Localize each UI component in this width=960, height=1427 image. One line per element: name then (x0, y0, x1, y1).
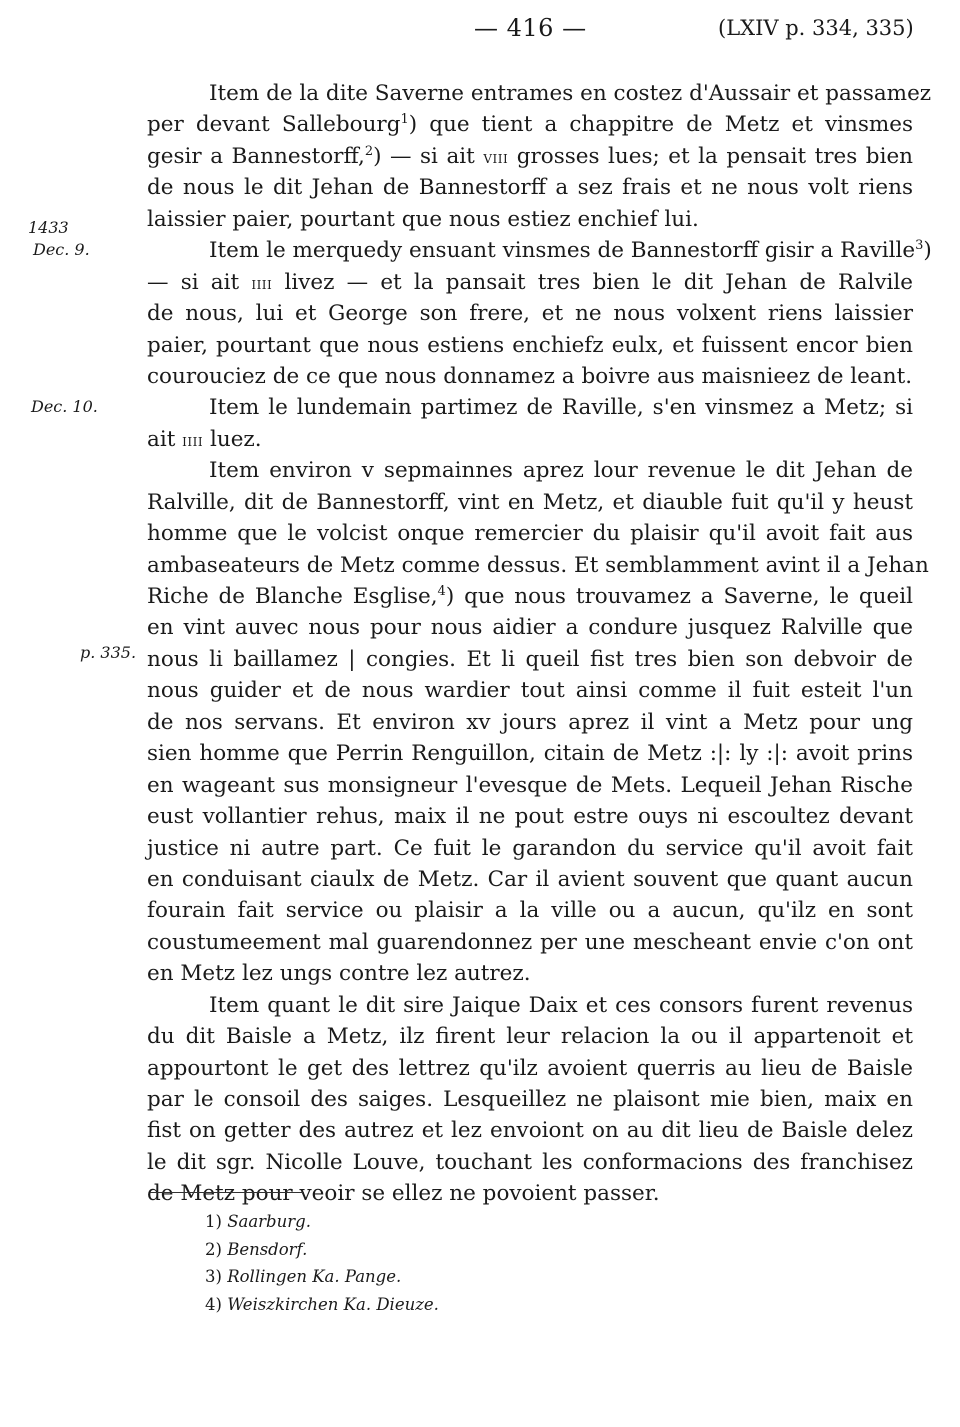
text-line: Item environ v sepmainnes aprez lour revenue le dit Jehan de (209, 458, 913, 484)
footnote: 2) Bensdorf. (205, 1239, 308, 1259)
text-line: fist on getter des autrez et lez envoiont on au dit lieu de Baisle delez (147, 1118, 913, 1144)
footnote: 3) Rollingen Ka. Pange. (205, 1267, 402, 1286)
text-line: en vint auvec nous pour nous aidier a condure jusquez Ralville que (147, 615, 913, 641)
text-line: le dit sgr. Nicolle Louve, touchant les conformacions des franchisez (147, 1149, 913, 1175)
text-line: en conduisant ciaulx de Metz. Car il avient souvent que quant aucun (147, 866, 913, 892)
text-line: homme que le volcist onque remercier du plaisir qu'il avoit fait aus (147, 521, 913, 547)
text-line: en wageant sus monsigneur l'evesque de Mets. Lequeil Jehan Rische (147, 772, 913, 798)
text-line: gesir a Bannestorff,$^2$) — si ait viii grosses lues; et la pensait tres bien (147, 143, 914, 169)
footnote: 4) Weiszkirchen Ka. Dieuze. (205, 1294, 439, 1314)
footnotes (205, 1208, 439, 1318)
footnote-ref: 1 (400, 112, 409, 128)
body-text (147, 78, 932, 1210)
text-line: Item le merquedy ensuant vinsmes de Bannestorff gisir a Raville$^3$) (209, 238, 932, 264)
text-line: de nous, lui et George son frere, et ne nous volxent riens laissier (147, 301, 913, 327)
footnote-ref: 4 (437, 584, 446, 599)
page-reference: (LXIV p. 334, 335) (718, 16, 914, 40)
text-line: de Metz pour veoir se ellez ne povoient passer. (147, 1181, 660, 1207)
running-header (0, 14, 960, 50)
text-line: per devant Sallebourg$^1$) que tient a chappitre de Metz et vinsmes (147, 112, 913, 138)
margin-date-dec-10: Dec. 10. (31, 397, 98, 416)
text-line: appourtont le get des lettrez qu'ilz avoient querris au lieu de Baisle (147, 1055, 913, 1081)
text-line: de nos servans. Et environ xv jours aprez il vint a Metz pour ung (147, 709, 913, 735)
text-line: laissier paier, pourtant que nous estiez enchief lui. (147, 206, 699, 232)
footnote-ref: 3 (915, 238, 924, 254)
text-line: de nous le dit Jehan de Bannestorff a sez frais et ne nous volt riens (147, 175, 913, 201)
text-line: Item de la dite Saverne entrames en costez d'Aussair et passamez (209, 81, 932, 106)
margin-date-dec-9: Dec. 9. (33, 240, 90, 259)
text-line: justice ni autre part. Ce fuit le garandon du service qu'il avoit fait (147, 835, 913, 861)
text-line: — si ait iiii livez — et la pansait tres bien le dit Jehan de Ralvile (147, 269, 914, 295)
text-line: nous li baillamez | congies. Et li queil fist tres bien son debvoir de (147, 646, 913, 672)
text-line: en Metz lez ungs contre lez autrez. (147, 961, 531, 987)
text-line: fourain fait service ou plaisir a la ville ou a aucun, qu'ilz en sont (147, 898, 913, 924)
page-number: — 416 — (474, 14, 587, 42)
text-line: courouciez de ce que nous donnamez a boivre aus maisnieez de leant. (147, 363, 913, 389)
footnote-ref: 2 (364, 143, 374, 159)
footnote: 1) Saarburg. (205, 1212, 311, 1231)
text-line: sien homme que Perrin Renguillon, citain de Metz :|: ly :|: avoit prins (147, 741, 913, 767)
text-line: eust vollantier rehus, maix il ne pout estre ouys ni escoultez devant (147, 804, 913, 830)
text-line: ambaseateurs de Metz comme dessus. Et semblamment avint il a Jehan (147, 552, 929, 578)
text-line: coustumeement mal guarendonnez per une mescheant envie c'on ont (147, 929, 913, 955)
text-line: Item quant le dit sire Jaique Daix et ces consors furent revenus (209, 992, 913, 1018)
text-line: du dit Baisle a Metz, ilz firent leur relacion la ou il appartenoit et (147, 1024, 913, 1050)
margin-page-break: p. 335. (80, 643, 137, 662)
text-line: Riche de Blanche Esglise,$^4$) que nous trouvamez a Saverne, le queil (147, 584, 913, 609)
footnote-divider (150, 1192, 304, 1193)
margin-year: 1433 (28, 218, 69, 237)
text-line: paier, pourtant que nous estiens enchiefz eulx, et fuissent encor bien (147, 332, 913, 358)
text-line: par le consoil des saiges. Lesqueillez ne plaisont mie bien, maix en (147, 1087, 913, 1112)
text-line: nous guider et de nous wardier tout ainsi comme il fuit esteit l'un (147, 678, 913, 704)
text-line: Ralville, dit de Bannestorff, vint en Metz, et diauble fuit qu'il y heust (147, 489, 913, 515)
text-line: Item le lundemain partimez de Raville, s'en vinsmez a Metz; si (209, 395, 913, 421)
text-line: ait iiii luez. (147, 426, 262, 452)
